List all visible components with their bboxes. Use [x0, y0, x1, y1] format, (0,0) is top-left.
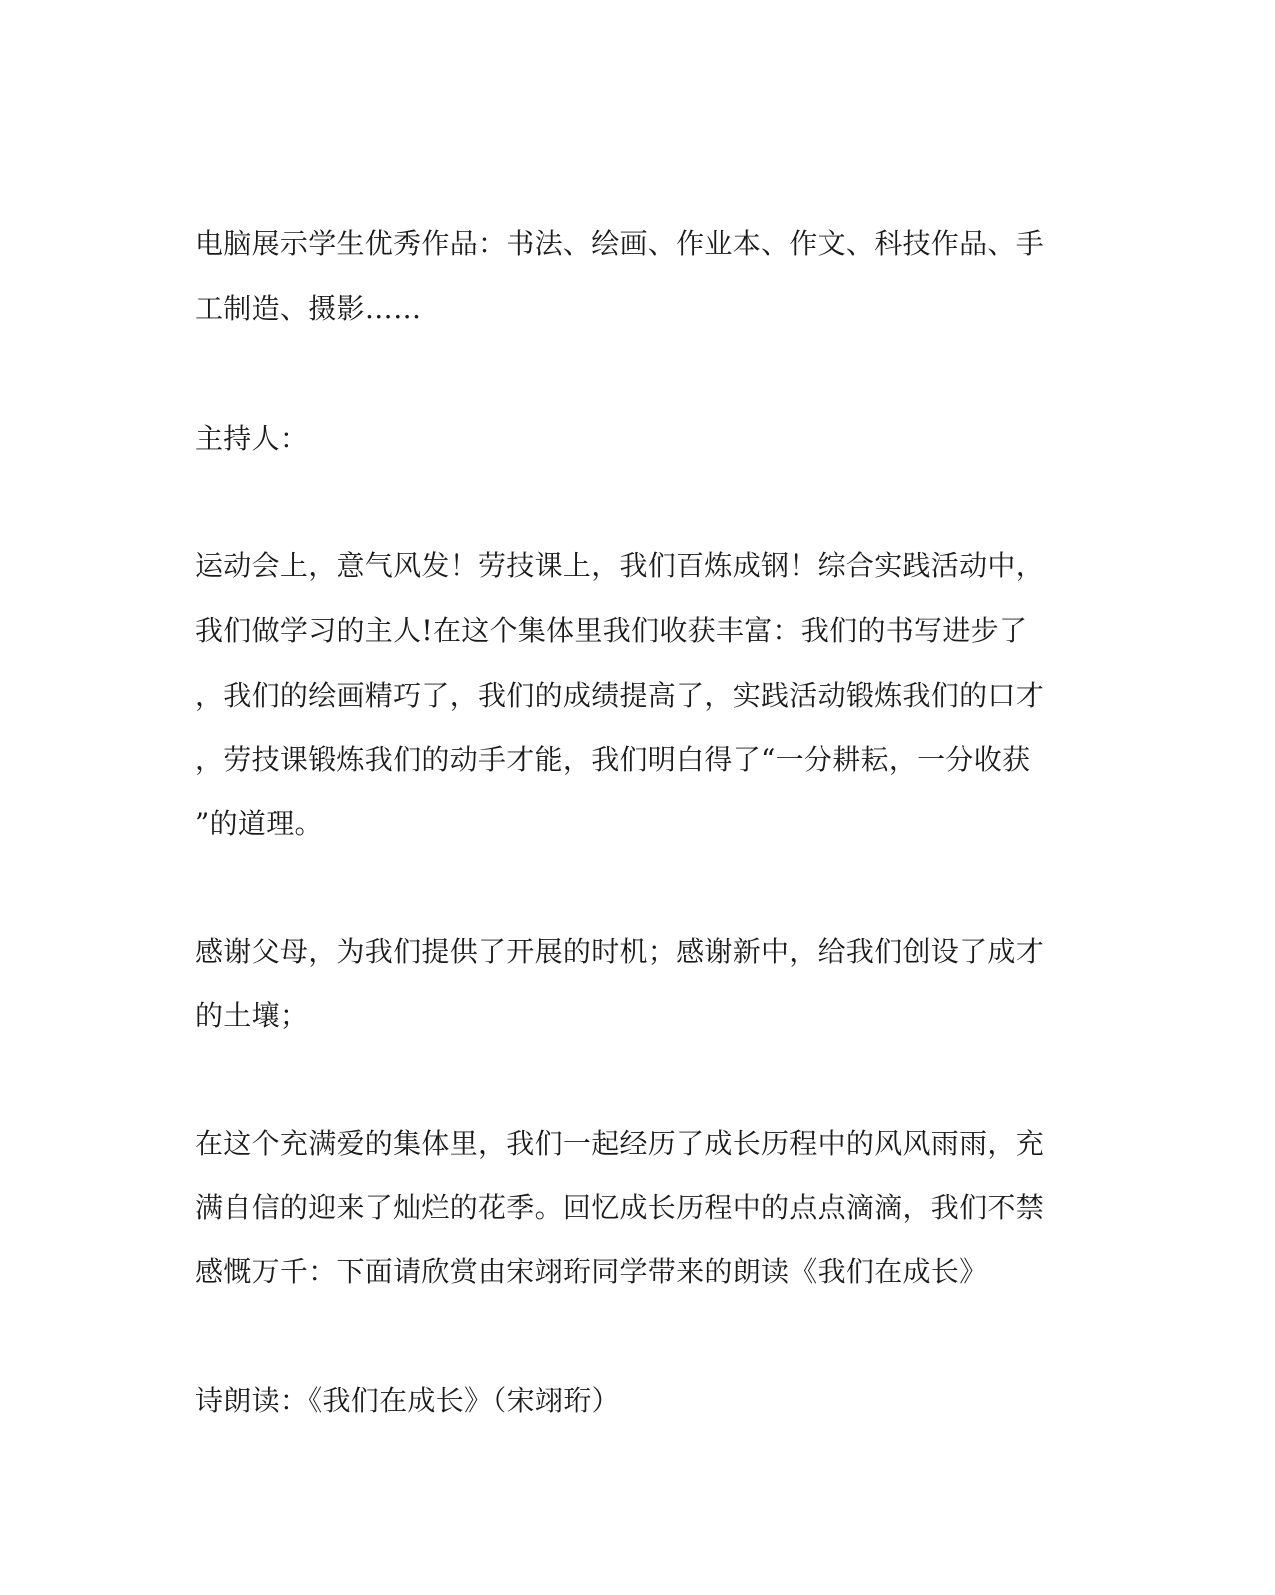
- host-label: 主持人：: [195, 422, 309, 455]
- paragraph-collective-line-1: 在这个充满爱的集体里，我们一起经历了成长历程中的风风雨雨，充: [195, 1127, 1045, 1160]
- paragraph-host-speech-line-2: 我们做学习的主人!在这个集体里我们收获丰富：我们的书写进步了: [195, 614, 1028, 647]
- paragraph-host-speech-line-1: 运动会上，意气风发！劳技课上，我们百炼成钢！综合实践活动中，: [195, 549, 1045, 582]
- paragraph-host-speech-line-4: ，劳技课锻炼我们的动手才能，我们明白得了“一分耕耘，一分收获: [195, 743, 1031, 776]
- paragraph-host-speech-line-3: ，我们的绘画精巧了，我们的成绩提高了，实践活动锻炼我们的口才: [195, 679, 1045, 712]
- paragraph-host-speech-line-5: ”的道理。: [195, 807, 323, 840]
- paragraph-collective-line-3: 感慨万千：下面请欣赏由宋翊珩同学带来的朗读《我们在成长》: [195, 1255, 988, 1288]
- paragraph-collective-line-2: 满自信的迎来了灿烂的花季。回忆成长历程中的点点滴滴，我们不禁: [195, 1191, 1045, 1224]
- paragraph-student-works-line-2: 工制造、摄影……: [195, 292, 422, 325]
- paragraph-student-works-line-1: 电脑展示学生优秀作品：书法、绘画、作业本、作文、科技作品、手: [195, 227, 1045, 260]
- poem-reading-title: 诗朗读：《我们在成长》（宋翊珩）: [195, 1384, 620, 1417]
- paragraph-thanks-line-1: 感谢父母，为我们提供了开展的时机；感谢新中，给我们创设了成才: [195, 935, 1045, 968]
- paragraph-thanks-line-2: 的土壤；: [195, 999, 309, 1032]
